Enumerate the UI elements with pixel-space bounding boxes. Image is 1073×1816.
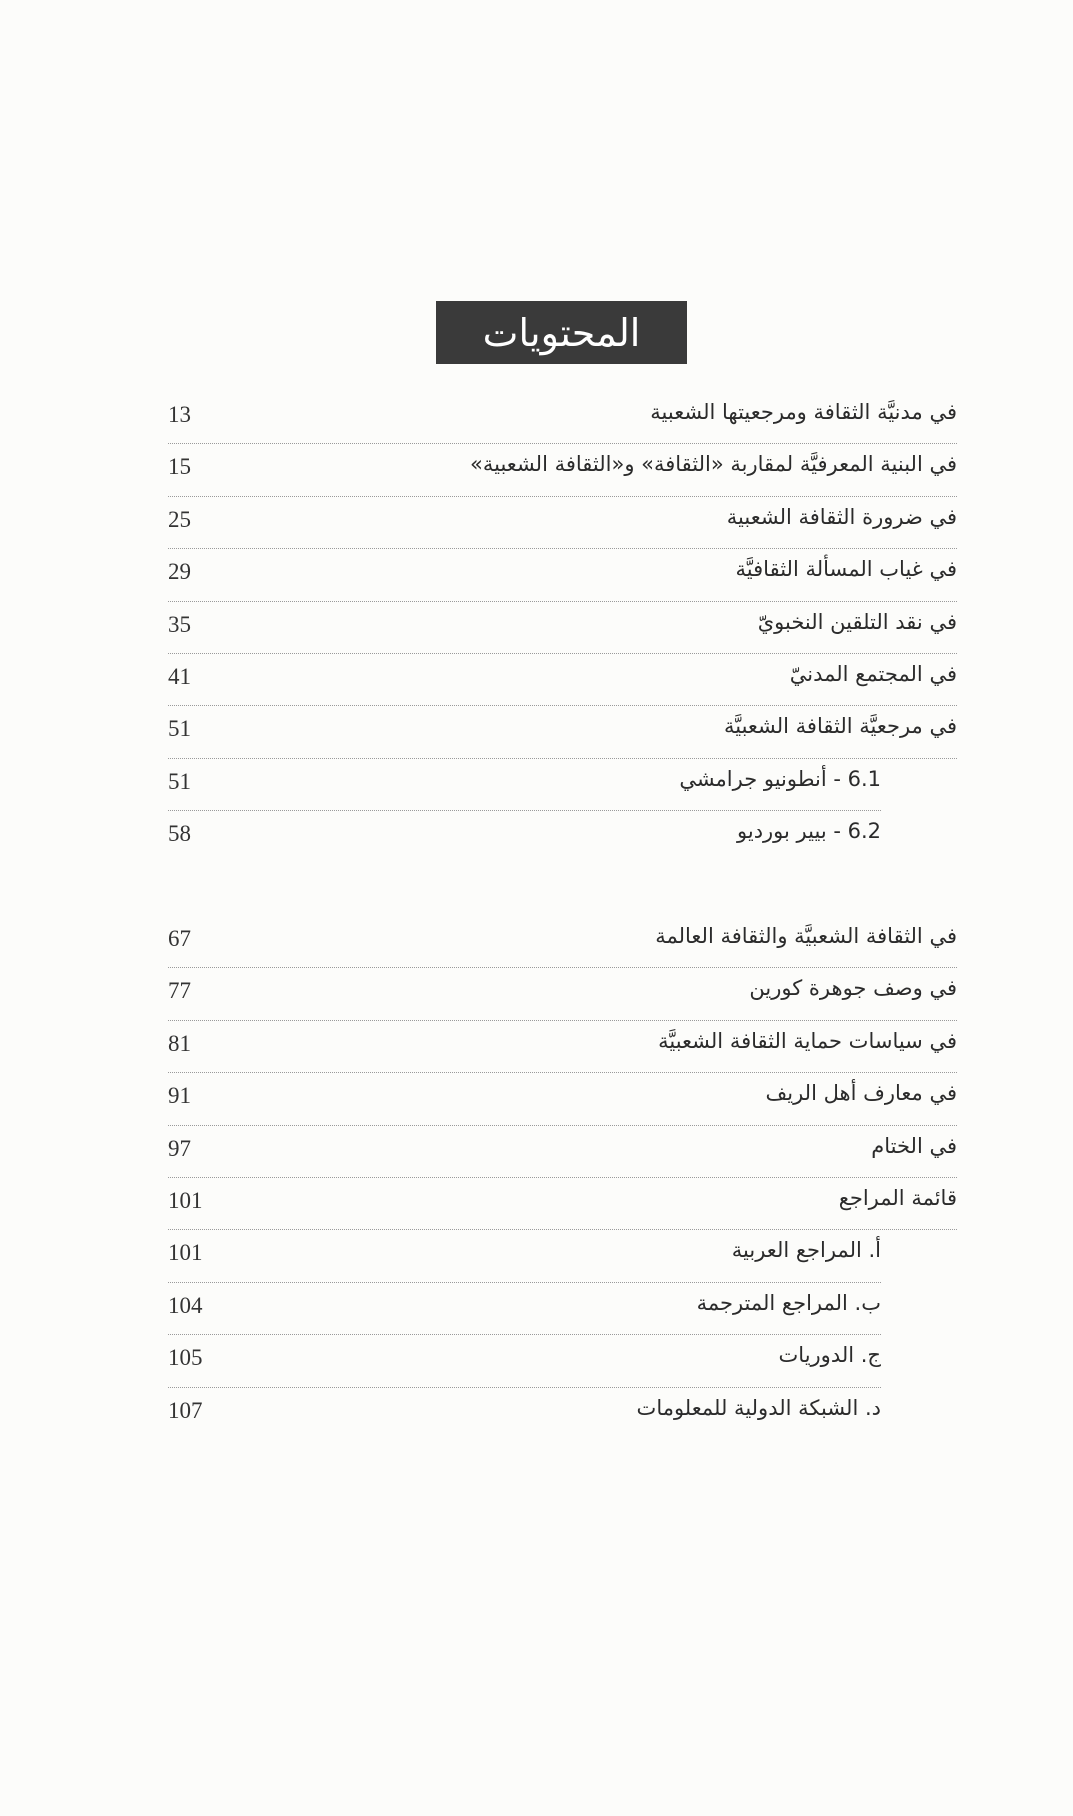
entry-title: في ضرورة الثقافة الشعبية bbox=[726, 504, 957, 529]
page-number: 77 bbox=[168, 978, 191, 1004]
entry-title: في مدنيَّة الثقافة ومرجعيتها الشعبية bbox=[650, 400, 957, 424]
toc-subentry[interactable] bbox=[168, 759, 881, 811]
toc-entry[interactable] bbox=[168, 444, 957, 496]
page-number: 101 bbox=[168, 1240, 203, 1266]
toc-subentry[interactable] bbox=[168, 1388, 881, 1440]
page-number: 104 bbox=[168, 1292, 203, 1318]
entry-title: في غياب المسألة الثقافيَّة bbox=[735, 557, 957, 582]
entry-title: في المجتمع المدنيّ bbox=[789, 661, 957, 686]
page-number: 29 bbox=[168, 559, 191, 585]
page-number: 107 bbox=[168, 1397, 203, 1423]
entry-title: ج. الدوريات bbox=[778, 1343, 881, 1368]
toc-entry[interactable] bbox=[168, 916, 957, 968]
entry-title: في مرجعيَّة الثقافة الشعبيَّة bbox=[723, 714, 957, 739]
entry-title: في وصف جوهرة كورين bbox=[749, 976, 957, 1001]
page-number: 51 bbox=[168, 716, 191, 742]
toc-entry[interactable] bbox=[168, 1073, 957, 1125]
page-number: 51 bbox=[168, 768, 191, 794]
entry-title: قائمة المراجع bbox=[838, 1185, 957, 1210]
entry-title: 6.2 - بيير بورديو bbox=[737, 819, 881, 844]
toc-entry[interactable] bbox=[168, 602, 957, 654]
page-number: 81 bbox=[168, 1030, 191, 1056]
toc-subentry[interactable] bbox=[168, 1283, 881, 1335]
toc-entry[interactable] bbox=[168, 392, 957, 444]
toc-entry[interactable] bbox=[168, 968, 957, 1020]
page-number: 41 bbox=[168, 663, 191, 689]
page-number: 58 bbox=[168, 821, 191, 847]
entry-title: في البنية المعرفيَّة لمقاربة «الثقافة» و«الثقافة الشعبية» bbox=[470, 452, 957, 477]
entry-title: أ. المراجع العربية bbox=[731, 1238, 881, 1263]
entry-title: 6.1 - أنطونيو جرامشي bbox=[679, 766, 881, 791]
page-number: 91 bbox=[168, 1083, 191, 1109]
toc-subentry[interactable] bbox=[168, 1230, 881, 1282]
page-number: 13 bbox=[168, 402, 191, 427]
entry-title: في سياسات حماية الثقافة الشعبيَّة bbox=[658, 1028, 957, 1053]
entry-title: ب. المراجع المترجمة bbox=[696, 1290, 881, 1315]
toc-subentry[interactable] bbox=[168, 811, 881, 863]
page-number: 35 bbox=[168, 611, 191, 637]
page-number: 25 bbox=[168, 506, 191, 532]
toc-entry[interactable] bbox=[168, 1178, 957, 1230]
entry-title: د. الشبكة الدولية للمعلومات bbox=[636, 1395, 881, 1420]
toc-entry[interactable] bbox=[168, 497, 957, 549]
entry-title: في معارف أهل الريف bbox=[765, 1081, 957, 1106]
toc-entry[interactable] bbox=[168, 706, 957, 758]
toc-part-2 bbox=[168, 916, 957, 1440]
page-number: 15 bbox=[168, 454, 191, 480]
page-number: 101 bbox=[168, 1187, 203, 1213]
toc-part-1 bbox=[168, 392, 957, 864]
page-number: 105 bbox=[168, 1345, 203, 1371]
toc-entry[interactable] bbox=[168, 1126, 957, 1178]
page-number: 67 bbox=[168, 926, 191, 951]
entry-title: في الثقافة الشعبيَّة والثقافة العالمة bbox=[655, 924, 957, 948]
toc-entry[interactable] bbox=[168, 1021, 957, 1073]
toc-entry[interactable] bbox=[168, 654, 957, 706]
page-number: 97 bbox=[168, 1135, 191, 1161]
toc-subentry[interactable] bbox=[168, 1335, 881, 1387]
entry-title: في الختام bbox=[871, 1133, 957, 1158]
entry-title: في نقد التلقين النخبويّ bbox=[757, 609, 957, 634]
toc-entry[interactable] bbox=[168, 549, 957, 601]
page-title: المحتويات bbox=[436, 301, 687, 364]
